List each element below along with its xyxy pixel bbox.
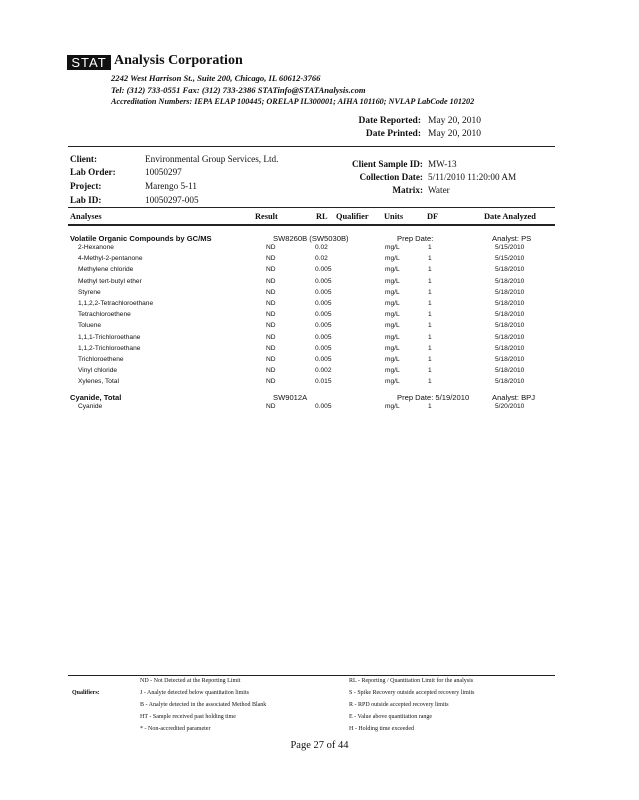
cell-df: 1 [428, 311, 432, 319]
accreditation-numbers: Accreditation Numbers: IEPA ELAP 100445; ORELAP IL300001; AIHA 101160; NVLAP LabCode 101202 [111, 97, 475, 106]
cell-rl: 0.005 [315, 344, 332, 352]
col-rl: RL [316, 212, 328, 221]
section-title: Cyanide, Total [70, 393, 122, 402]
section-analyst: Analyst: BPJ [492, 393, 536, 402]
cell-name: Styrene [78, 288, 101, 296]
client-label: Client: [70, 154, 98, 164]
section-analyst: Analyst: PS [492, 234, 532, 243]
cell-result: ND [266, 333, 276, 341]
column-header-divider [68, 224, 555, 226]
cell-result: ND [266, 367, 276, 375]
cell-units: mg/L [385, 356, 400, 363]
cell-name: Trichloroethene [78, 356, 124, 363]
collection-date-value: 5/11/2010 11:20:00 AM [428, 172, 517, 182]
cell-rl: 0.005 [315, 288, 332, 296]
cell-rl: 0.005 [315, 356, 332, 363]
client-sample-id-label: Client Sample ID: [352, 159, 423, 169]
cell-rl: 0.002 [315, 367, 332, 375]
cell-rl: 0.005 [315, 322, 332, 330]
cell-df: 1 [428, 244, 432, 251]
cell-date: 5/18/2010 [495, 367, 525, 375]
cell-units: mg/L [385, 266, 400, 274]
cell-date: 5/15/2010 [495, 255, 525, 263]
cell-date: 5/18/2010 [495, 378, 525, 386]
cell-df: 1 [428, 367, 432, 375]
section-prep-date: Prep Date: [397, 234, 434, 243]
cell-rl: 0.015 [315, 378, 332, 386]
company-contact: Tel: (312) 733-0551 Fax: (312) 733-2386 STATinfo@STATAnalysis.com [111, 85, 366, 95]
cell-df: 1 [428, 378, 432, 386]
qualifier-nd: ND - Not Detected at the Reporting Limit [140, 678, 241, 684]
qualifier-star: * - Non-accredited parameter [140, 726, 211, 732]
cell-units: mg/L [385, 277, 400, 285]
cell-date: 5/18/2010 [495, 277, 525, 285]
section-prep-date: Prep Date: 5/19/2010 [397, 393, 470, 402]
cell-units: mg/L [385, 378, 400, 386]
lab-order-label: Lab Order: [70, 167, 116, 177]
cell-name: Cyanide [78, 403, 103, 410]
cell-df: 1 [428, 288, 432, 296]
cell-units: mg/L [385, 244, 400, 251]
col-units: Units [384, 212, 404, 221]
cell-df: 1 [428, 403, 432, 410]
section-method: SW9012A [273, 393, 308, 402]
cell-df: 1 [428, 322, 432, 330]
company-name: Analysis Corporation [114, 53, 243, 68]
cell-name: Methylene chloride [78, 266, 134, 274]
project-value: Marengo 5-11 [145, 181, 197, 191]
cell-units: mg/L [385, 367, 400, 375]
lab-id-value: 10050297-005 [145, 195, 199, 205]
qualifier-b: B - Analyte detected in the associated Method Blank [140, 702, 267, 708]
cell-name: 1,1,1-Trichloroethane [78, 333, 141, 341]
footer-divider [68, 675, 555, 676]
col-analyses: Analyses [70, 212, 102, 221]
cell-result: ND [266, 255, 276, 263]
lab-id-label: Lab ID: [70, 195, 102, 205]
cell-name: 1,1,2,2-Tetrachloroethane [78, 300, 154, 307]
lab-order-value: 10050297 [145, 167, 182, 177]
stat-logo: STAT [67, 55, 111, 70]
col-result: Result [255, 212, 278, 221]
cell-units: mg/L [385, 333, 400, 341]
cell-name: Tetrachloroethene [78, 311, 131, 319]
cell-result: ND [266, 288, 276, 296]
cell-result: ND [266, 244, 276, 251]
qualifier-rl: RL - Reporting / Quantitation Limit for the analysis [349, 678, 474, 684]
cell-rl: 0.02 [315, 255, 328, 263]
cell-date: 5/15/2010 [495, 244, 525, 251]
cell-rl: 0.005 [315, 333, 332, 341]
qualifier-h: H - Holding time exceeded [349, 726, 414, 732]
cell-date: 5/18/2010 [495, 311, 525, 319]
cell-name: Toluene [78, 322, 102, 330]
client-sample-id-value: MW-13 [428, 159, 457, 169]
section-method: SW8260B (SW5030B) [273, 234, 349, 243]
cell-df: 1 [428, 255, 432, 263]
cell-name: Vinyl chloride [78, 367, 118, 375]
cell-result: ND [266, 378, 276, 386]
date-printed-value: May 20, 2010 [428, 129, 482, 139]
cell-units: mg/L [385, 403, 400, 410]
qualifier-e: E - Value above quantitation range [349, 714, 433, 720]
cell-name: Xylenes, Total [78, 378, 119, 386]
cell-rl: 0.005 [315, 300, 332, 307]
cell-df: 1 [428, 300, 432, 307]
cell-result: ND [266, 403, 276, 410]
cell-date: 5/18/2010 [495, 356, 525, 363]
cell-name: 2-Hexanone [78, 244, 114, 251]
cell-date: 5/18/2010 [495, 288, 525, 296]
section-title: Volatile Organic Compounds by GC/MS [70, 234, 212, 243]
cell-result: ND [266, 311, 276, 319]
cell-rl: 0.005 [315, 311, 332, 319]
date-printed-label: Date Printed: [365, 129, 421, 139]
header-divider [68, 146, 555, 147]
cell-name: 1,1,2-Trichloroethane [78, 344, 141, 352]
cell-units: mg/L [385, 311, 400, 319]
client-value: Environmental Group Services, Ltd. [145, 154, 279, 164]
company-address: 2242 West Harrison St., Suite 200, Chicago, IL 60612-3766 [111, 73, 321, 83]
qualifier-r: R - RPD outside accepted recovery limits [349, 702, 449, 708]
cell-name: 4-Methyl-2-pentanone [78, 255, 143, 263]
cell-df: 1 [428, 333, 432, 341]
cell-name: Methyl tert-butyl ether [78, 277, 142, 285]
col-df: DF [427, 212, 439, 221]
cell-rl: 0.005 [315, 266, 332, 274]
cell-rl: 0.005 [315, 277, 332, 285]
cell-date: 5/18/2010 [495, 322, 525, 330]
cell-date: 5/20/2010 [495, 403, 525, 410]
col-date-analyzed: Date Analyzed [484, 212, 536, 221]
project-label: Project: [70, 181, 102, 191]
cell-df: 1 [428, 266, 432, 274]
cell-date: 5/18/2010 [495, 344, 525, 352]
qualifiers-label: Qualifiers: [72, 690, 100, 696]
cell-df: 1 [428, 356, 432, 363]
cell-rl: 0.005 [315, 403, 332, 410]
cell-result: ND [266, 322, 276, 330]
cell-result: ND [266, 277, 276, 285]
cell-result: ND [266, 344, 276, 352]
matrix-label: Matrix: [392, 185, 423, 195]
cell-result: ND [266, 300, 276, 307]
qualifier-j: J - Analyte detected below quantitation limits [140, 690, 249, 696]
cell-date: 5/18/2010 [495, 300, 525, 307]
cell-df: 1 [428, 277, 432, 285]
cell-date: 5/18/2010 [495, 333, 525, 341]
date-reported-label: Date Reported: [358, 116, 421, 126]
matrix-value: Water [428, 185, 450, 195]
cell-date: 5/18/2010 [495, 266, 525, 274]
cell-result: ND [266, 356, 276, 363]
cell-units: mg/L [385, 288, 400, 296]
cell-units: mg/L [385, 300, 400, 307]
cell-units: mg/L [385, 322, 400, 330]
cell-df: 1 [428, 344, 432, 352]
collection-date-label: Collection Date: [359, 172, 423, 182]
cell-units: mg/L [385, 344, 400, 352]
cell-rl: 0.02 [315, 244, 328, 251]
qualifier-ht: HT - Sample received past holding time [140, 714, 236, 720]
page-number: Page 27 of 44 [290, 740, 349, 751]
cell-units: mg/L [385, 255, 400, 263]
info-divider [68, 207, 555, 208]
cell-result: ND [266, 266, 276, 274]
date-reported-value: May 20, 2010 [428, 116, 482, 126]
col-qualifier: Qualifier [336, 212, 369, 221]
qualifier-s: S - Spike Recovery outside accepted recovery limits [349, 690, 475, 696]
